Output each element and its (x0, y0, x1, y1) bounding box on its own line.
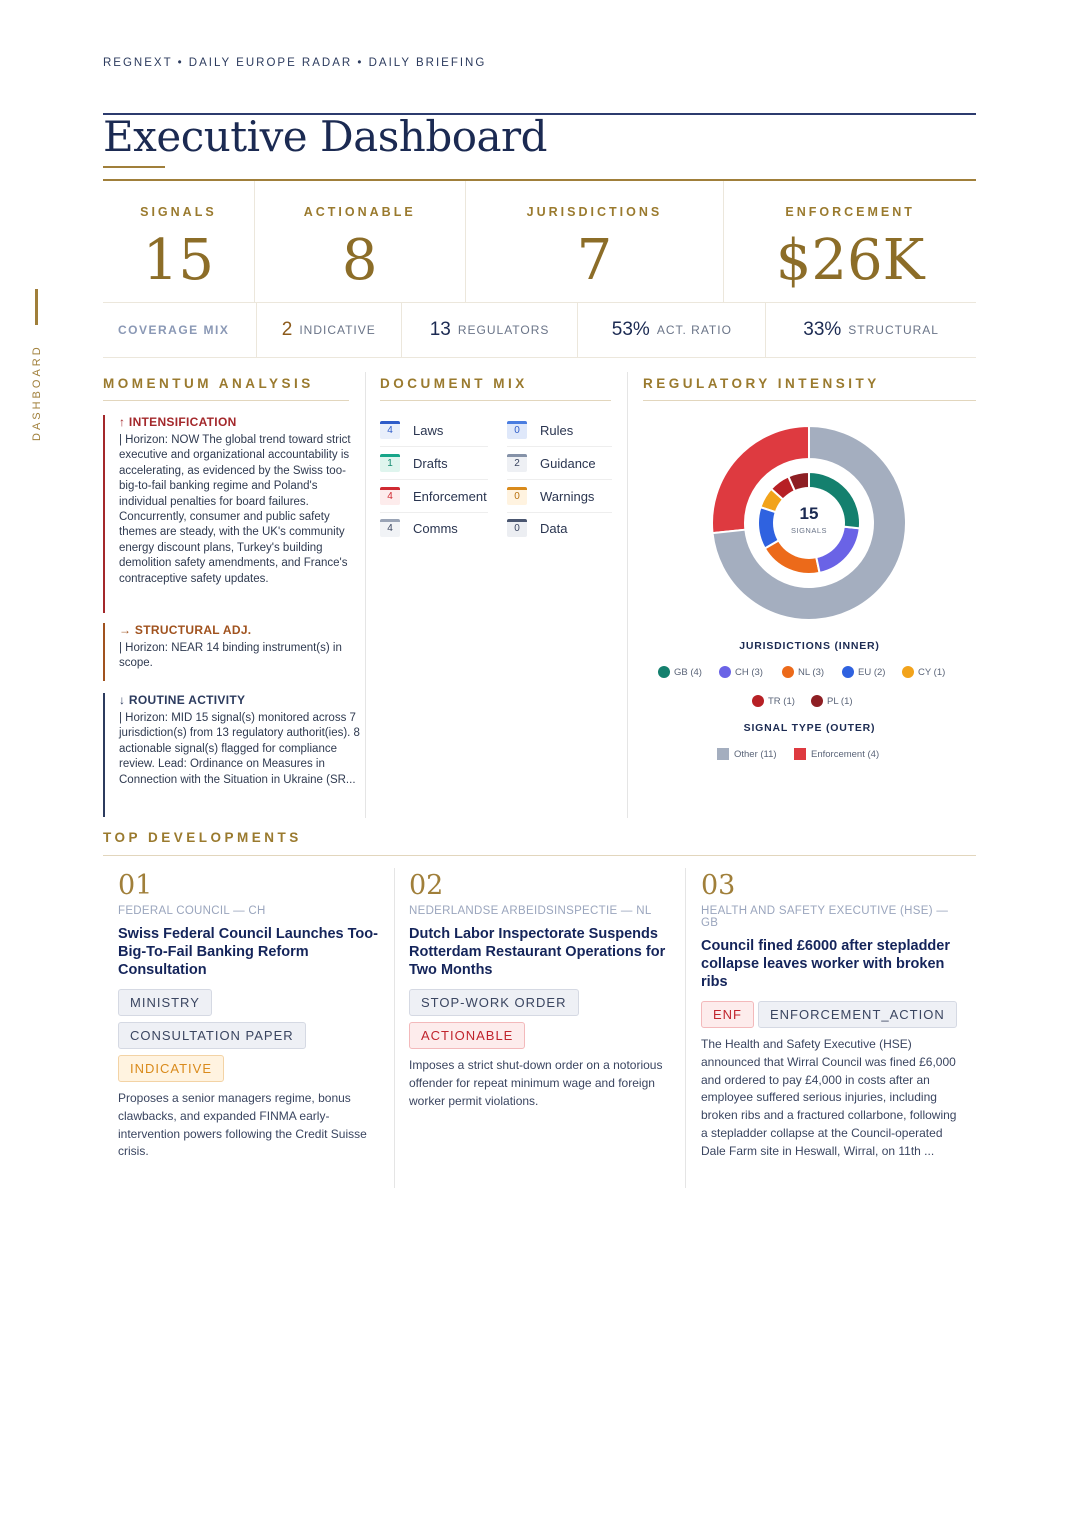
doc-count: 0 (514, 491, 520, 502)
doc-type-label: Enforcement (413, 488, 487, 504)
legend-swatch (794, 748, 806, 760)
legend-label: GB (4) (674, 666, 702, 678)
card-body: Proposes a senior managers regime, bonus clawbacks, and expanded FINMA early-intervention powers following the Credit Suisse crisis. (118, 1091, 367, 1159)
legend-label: Other (11) (734, 748, 777, 760)
mix-caption: ACT. RATIO (656, 323, 732, 337)
mix-value: 2 (281, 319, 293, 340)
kpi-label: SIGNALS (140, 205, 217, 219)
doc-row-separator (380, 512, 488, 513)
card-source: NEDERLANDSE ARBEIDSINSPECTIE — NL (409, 905, 652, 917)
momentum-heading: ↑ INTENSIFICATION (119, 415, 237, 429)
jurisdiction-legend-item (752, 695, 795, 707)
doc-mix-item (507, 454, 596, 472)
doc-mix-item (380, 519, 458, 537)
side-accent-bar (35, 289, 38, 325)
doc-type-label: Warnings (540, 488, 595, 504)
tag-badge: ENF (701, 1001, 754, 1028)
legend-swatch (717, 748, 729, 760)
momentum-routine (103, 693, 364, 817)
doc-count-badge (507, 421, 527, 439)
doc-type-label: Comms (413, 520, 458, 536)
coverage-mix-label: COVERAGE MIX (103, 303, 257, 357)
regulatory-intensity-rule (643, 400, 976, 401)
doc-count: 2 (514, 458, 520, 469)
doc-mix-item (507, 421, 573, 439)
inner-legend-title: JURISDICTIONS (INNER) (739, 640, 880, 652)
development-card-2 (409, 870, 671, 1110)
column-divider (365, 372, 366, 818)
legend-swatch (902, 666, 914, 678)
kpi-value: $26K (775, 228, 925, 293)
legend-swatch (782, 666, 794, 678)
top-developments-title: TOP DEVELOPMENTS (103, 830, 302, 845)
column-divider (627, 372, 628, 818)
doc-color-strip (507, 487, 527, 490)
kpi-signals (103, 181, 255, 302)
kpi-label: ENFORCEMENT (785, 205, 915, 219)
card-headline: Dutch Labor Inspectorate Suspends Rotterdam Restaurant Operations for Two Months (409, 926, 666, 978)
card-tags (409, 989, 671, 1055)
document-mix-rule (380, 400, 611, 401)
legend-label: TR (1) (768, 695, 795, 707)
breadcrumb: REGNEXT • DAILY EUROPE RADAR • DAILY BRIEFING (103, 57, 487, 69)
doc-row-separator (380, 446, 488, 447)
jurisdiction-legend-item (719, 666, 763, 678)
card-tags (118, 989, 383, 1088)
kpi-enforcement (724, 181, 976, 302)
jurisdiction-legend-item (658, 666, 702, 678)
doc-count-badge (507, 454, 527, 472)
doc-mix-item (380, 454, 448, 472)
legend-swatch (719, 666, 731, 678)
momentum-text: | Horizon: NEAR 14 binding instrument(s) in scope. (119, 642, 342, 670)
development-card-1 (118, 870, 383, 1161)
card-number: 02 (409, 870, 444, 901)
jurisdiction-legend-item (782, 666, 824, 678)
momentum-intensification (103, 415, 364, 613)
card-body: The Health and Safety Executive (HSE) announced that Wirral Council was fined £6,000 and ordered to pay £4,000 in costs after an employee suffered serious injuries, including broken ribs and a fractured collarbone, following a stepladder collapse at the Council-operated Dale Farm site in Heswall, Wirral, on 11th ... (701, 1037, 957, 1158)
regulatory-intensity-donut (709, 423, 909, 623)
doc-count: 0 (514, 425, 520, 436)
momentum-heading: → STRUCTURAL ADJ. (119, 623, 252, 637)
regulatory-intensity-title: REGULATORY INTENSITY (643, 376, 880, 391)
jurisdiction-legend-item (842, 666, 885, 678)
doc-color-strip (380, 454, 400, 457)
momentum-structural (103, 623, 364, 681)
doc-count-badge (507, 487, 527, 505)
legend-swatch (811, 695, 823, 707)
legend-label: PL (1) (827, 695, 853, 707)
mix-act-ratio (578, 303, 766, 357)
card-source: FEDERAL COUNCIL — CH (118, 905, 266, 917)
tag-badge: INDICATIVE (118, 1055, 224, 1082)
tag-badge: MINISTRY (118, 989, 212, 1016)
kpi-value: 7 (576, 228, 613, 293)
top-developments-rule (103, 855, 976, 856)
doc-count: 1 (387, 458, 393, 469)
doc-mix-item (507, 487, 594, 505)
tag-badge: CONSULTATION PAPER (118, 1022, 306, 1049)
doc-count-badge (380, 519, 400, 537)
doc-color-strip (507, 421, 527, 424)
tag-badge: STOP-WORK ORDER (409, 989, 579, 1016)
donut-center-label: SIGNALS (790, 526, 828, 535)
page-title: Executive Dashboard (103, 112, 548, 161)
side-section-label: DASHBOARD (31, 344, 43, 441)
kpi-value: 8 (341, 228, 378, 293)
doc-row-separator (507, 446, 612, 447)
momentum-rule (103, 400, 349, 401)
kpi-label: JURISDICTIONS (526, 205, 663, 219)
legend-swatch (752, 695, 764, 707)
mix-regulators (402, 303, 579, 357)
doc-color-strip (380, 519, 400, 522)
legend-label: EU (2) (858, 666, 886, 678)
donut-center-value: 15 (799, 504, 819, 523)
legend-swatch (658, 666, 670, 678)
doc-type-label: Rules (540, 422, 574, 438)
mix-value: 13 (429, 319, 451, 340)
doc-color-strip (507, 454, 527, 457)
signal-type-legend-item (717, 748, 777, 760)
document-mix-title: DOCUMENT MIX (380, 376, 528, 391)
kpi-value: 15 (142, 228, 215, 293)
kpi-label: ACTIONABLE (303, 205, 416, 219)
doc-type-label: Drafts (413, 455, 448, 471)
card-number: 01 (118, 870, 153, 901)
doc-color-strip (507, 519, 527, 522)
doc-mix-item (380, 421, 443, 439)
jurisdiction-legend-item (811, 695, 853, 707)
legend-label: CH (3) (735, 666, 763, 678)
tag-badge: ENFORCEMENT_ACTION (758, 1001, 957, 1028)
doc-color-strip (380, 421, 400, 424)
doc-count: 4 (387, 425, 393, 436)
coverage-mix-row (103, 302, 976, 358)
mix-structural (766, 303, 976, 357)
tag-badge: ACTIONABLE (409, 1022, 525, 1049)
doc-row-separator (380, 479, 488, 480)
doc-row-separator (507, 512, 612, 513)
development-card-3 (701, 870, 963, 1161)
legend-label: CY (1) (918, 666, 946, 678)
card-body: Imposes a strict shut-down order on a notorious offender for repeat minimum wage and foreign worker permit violations. (409, 1058, 663, 1108)
card-number: 03 (701, 870, 736, 901)
signal-type-legend-item (794, 748, 879, 760)
doc-type-label: Laws (413, 422, 444, 438)
donut-center (773, 487, 845, 559)
doc-count: 4 (387, 523, 393, 534)
mix-indicative (257, 303, 402, 357)
mix-caption: STRUCTURAL (848, 323, 939, 337)
card-headline: Council fined £6000 after stepladder collapse leaves worker with broken ribs (701, 938, 950, 990)
momentum-text: | Horizon: NOW The global trend toward strict executive and organizational accountability is accelerating, as evidenced by the Swiss too-big-to-fail banking regime and Poland's individual penalties for board failures. Concurrently, consumer and public safety themes are steady, with the UK's community energy discount plans, Turkey's building demolition safety amendments, and France's contraceptive safety updates. (119, 434, 351, 585)
doc-row-separator (507, 479, 612, 480)
outer-legend-title: SIGNAL TYPE (OUTER) (743, 722, 876, 734)
doc-mix-item (507, 519, 567, 537)
momentum-text: | Horizon: MID 15 signal(s) monitored across 7 jurisdiction(s) from 13 regulatory authorit(ies). 8 actionable signal(s) flagged for compliance review. Lead: Ordinance on Measures in Connection with the Situation in Ukraine (SR... (119, 712, 360, 786)
doc-count: 4 (387, 491, 393, 502)
card-divider (394, 868, 395, 1188)
title-underline (103, 166, 165, 168)
card-headline: Swiss Federal Council Launches Too-Big-To-Fail Banking Reform Consultation (118, 926, 378, 978)
jurisdiction-legend-item (902, 666, 945, 678)
doc-count: 0 (514, 523, 520, 534)
mix-caption: REGULATORS (457, 323, 550, 337)
mix-value: 53% (611, 319, 650, 340)
legend-label: NL (3) (798, 666, 825, 678)
doc-count-badge (380, 487, 400, 505)
mix-value: 33% (803, 319, 842, 340)
card-source: HEALTH AND SAFETY EXECUTIVE (HSE) — GB (701, 905, 949, 929)
legend-label: Enforcement (4) (811, 748, 880, 760)
momentum-section-title: MOMENTUM ANALYSIS (103, 376, 314, 391)
doc-count-badge (380, 454, 400, 472)
doc-type-label: Guidance (540, 455, 596, 471)
legend-swatch (842, 666, 854, 678)
doc-count-badge (507, 519, 527, 537)
kpi-actionable (255, 181, 466, 302)
mix-caption: INDICATIVE (299, 323, 376, 337)
doc-count-badge (380, 421, 400, 439)
card-divider (685, 868, 686, 1188)
doc-type-label: Data (540, 520, 568, 536)
kpi-jurisdictions (466, 181, 725, 302)
doc-color-strip (380, 487, 400, 490)
momentum-heading: ↓ ROUTINE ACTIVITY (119, 693, 246, 707)
card-tags (701, 1001, 963, 1034)
doc-mix-item (380, 487, 487, 505)
kpi-row (103, 181, 976, 302)
